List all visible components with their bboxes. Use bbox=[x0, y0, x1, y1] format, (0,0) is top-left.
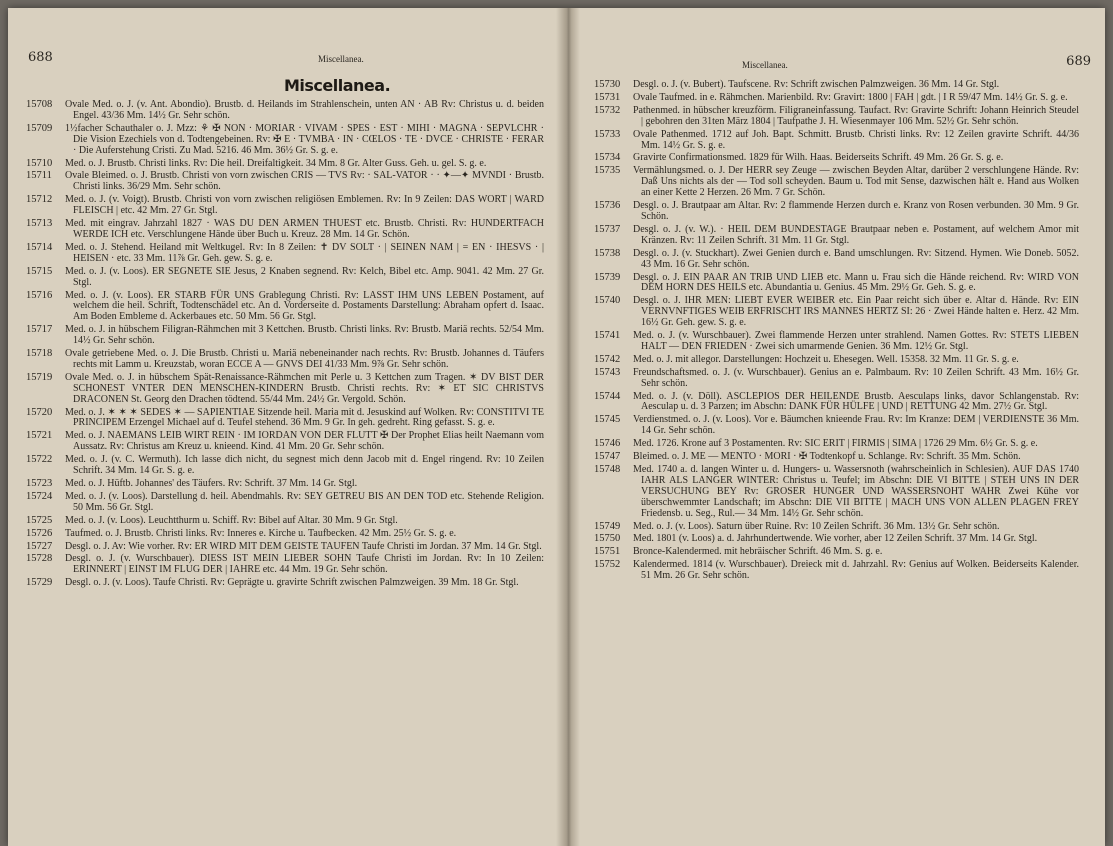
entry-description: Ovale getriebene Med. o. J. Die Brustb. Christi u. Mariä nebeneinander nach rechts. Rv: Brustb. Johannes d. Täufers rechts mit Lamm u. Kreuzstab, woran ECCE A — GNVS DEI 41/33 Mm. 9⅞ Gr. Sehr schön. bbox=[65, 348, 544, 370]
catalog-entry bbox=[26, 171, 544, 193]
entry-number: 15734 bbox=[594, 152, 621, 164]
catalog-entry bbox=[594, 225, 1079, 247]
entry-description: Pathenmed. in hübscher kreuzförm. Filigraneinfassung. Taufact. Rv: Gravirte Schrift: Johann Heinrich Steudel | gebohren den 31ten März 1804 | Taufpathe J. H. Wiesenmayer 106 Mm. 52½ Gr. Sehr schön. bbox=[633, 104, 1079, 127]
entry-description: Ovale Pathenmed. 1712 auf Joh. Bapt. Schmitt. Brustb. Christi links. Rv: 12 Zeilen gravirte Schrift. 44/36 Mm. 14½ Gr. S. g. e. bbox=[633, 128, 1079, 151]
catalog-entry bbox=[594, 392, 1079, 414]
entry-number: 15725 bbox=[26, 514, 53, 526]
entry-number: 15750 bbox=[594, 533, 621, 545]
entry-description: Ovale Taufmed. in e. Rähmchen. Marienbild. Rv: Gravirt: 1800 | FAH | gdt. | I R 59/47 Mm. 14½ Gr. S. g. e. bbox=[633, 91, 1068, 103]
catalog-entry bbox=[594, 249, 1079, 271]
catalog-entry bbox=[594, 415, 1079, 437]
catalog-entry bbox=[26, 325, 544, 347]
entry-number: 15735 bbox=[594, 165, 621, 177]
catalog-entry bbox=[594, 355, 1079, 366]
entry-description: 1½facher Schauthaler o. J. Mzz: ⚘ ✠ NON · MORIAR · VIVAM · SPES · EST · MIHI · MAGNA · SEPVLCHR · Die Vision Ezechiels von d. Todtengebeinen. Rv: ✠ E · TVMBA · IN · CŒLOS · TE · DVCE · CHRISTE · FERAR · Die Auferstehung Cristi. Zu Mad. 5216. 46 Mm. 36½ Gr. S. g. e. bbox=[65, 122, 544, 156]
entry-number: 15724 bbox=[26, 490, 53, 502]
catalog-entry bbox=[26, 219, 544, 241]
entry-number: 15736 bbox=[594, 200, 621, 212]
book-gutter bbox=[556, 8, 580, 846]
entry-description: Med. o. J. mit allegor. Darstellungen: Hochzeit u. Ehesegen. Well. 15358. 32 Mm. 11 Gr. S. g. e. bbox=[633, 353, 1019, 365]
entry-description: Ovale Bleimed. o. J. Brustb. Christi von vorn zwischen CRIS — TVS Rv: · SAL-VATOR · · ✦—✦ MVNDI · Brustb. Christi links. 36/29 Mm. Sehr schön. bbox=[65, 170, 544, 193]
entry-description: Med. o. J. (v. Loos). Leuchtthurm u. Schiff. Rv: Bibel auf Altar. 30 Mm. 9 Gr. Stgl. bbox=[65, 514, 398, 526]
entry-description: Desgl. o. J. (v. Bubert). Taufscene. Rv: Schrift zwischen Palmzweigen. 36 Mm. 14 Gr. Stgl. bbox=[633, 79, 1000, 90]
catalog-entry bbox=[594, 368, 1079, 390]
catalog-entry bbox=[26, 291, 544, 324]
catalog-entry bbox=[594, 273, 1079, 295]
entry-description: Ovale Med. o. J. (v. Ant. Abondio). Brustb. d. Heilands im Strahlenschein, unten AN · AB Rv: Christus u. d. beiden Engel. 43/36 Mm. 14½ Gr. Sehr schön. bbox=[65, 99, 544, 121]
entry-number: 15713 bbox=[26, 218, 53, 230]
entry-number: 15743 bbox=[594, 366, 621, 378]
catalog-entry bbox=[594, 331, 1079, 353]
entry-number: 15739 bbox=[594, 271, 621, 283]
entry-number: 15741 bbox=[594, 330, 621, 342]
section-title: Miscellanea. bbox=[284, 76, 391, 95]
entry-number: 15718 bbox=[26, 348, 53, 360]
entry-number: 15737 bbox=[594, 223, 621, 235]
entry-description: Desgl. o. J. (v. W.). · HEIL DEM BUNDESTAGE Brautpaar neben e. Postament, auf welchem Amor mit Kränzen. Rv: 11 Zeilen Schrift. 31 Mm. 11 Gr. Stgl. bbox=[633, 223, 1079, 246]
entry-number: 15732 bbox=[594, 104, 621, 116]
catalog-entry bbox=[26, 542, 544, 553]
entry-number: 15747 bbox=[594, 451, 621, 463]
catalog-entry bbox=[594, 534, 1079, 545]
entry-number: 15721 bbox=[26, 430, 53, 442]
entry-number: 15722 bbox=[26, 454, 53, 466]
entry-description: Med. o. J. Brustb. Christi links. Rv: Die heil. Dreifaltigkeit. 34 Mm. 8 Gr. Alter Guss. Geh. u. gel. S. g. e. bbox=[65, 157, 487, 169]
catalog-entry bbox=[26, 195, 544, 217]
book-spread bbox=[8, 8, 1105, 846]
entry-number: 15752 bbox=[594, 559, 621, 571]
entry-number: 15740 bbox=[594, 295, 621, 307]
entry-number: 15719 bbox=[26, 371, 53, 383]
running-head: Miscellanea. bbox=[318, 54, 364, 64]
entry-description: Med. o. J. (v. Loos). Darstellung d. heil. Abendmahls. Rv: SEY GETREU BIS AN DEN TOD etc. Stehende Religion. 50 Mm. 56 Gr. Stgl. bbox=[65, 490, 544, 513]
page-number: 689 bbox=[1066, 54, 1091, 69]
entry-number: 15716 bbox=[26, 289, 53, 301]
entry-description: Kalendermed. 1814 (v. Wurschbauer). Dreieck mit d. Jahrzahl. Rv: Genius auf Wolken. Beiderseits Kalender. 51 Mm. 26 Gr. Sehr schön. bbox=[633, 559, 1079, 582]
entry-description: Med. mit eingrav. Jahrzahl 1827 · WAS DU DEN ARMEN THUEST etc. Brustb. Christi. Rv: HUNDERTFACH WERDE ICH etc. Verschlungene Hände über Buch u. Kreuz. 28 Mm. 14 Gr. Schön. bbox=[65, 218, 544, 240]
catalog-entry bbox=[26, 529, 544, 540]
entry-list bbox=[26, 100, 544, 591]
entry-description: Med. 1801 (v. Loos) a. d. Jahrhundertwende. Wie vorher, aber 12 Zeilen Schrift. 37 Mm. 14 Gr. Stgl. bbox=[633, 533, 1038, 545]
entry-description: Freundschaftsmed. o. J. (v. Wurschbauer). Genius an e. Palmbaum. Rv: 10 Zeilen Schrift. 43 Mm. 16½ Gr. Sehr schön. bbox=[633, 366, 1079, 389]
entry-description: Desgl. o. J. (v. Loos). Taufe Christi. Rv: Geprägte u. gravirte Schrift zwischen Palmzweigen. 39 Mm. 18 Gr. Stgl. bbox=[65, 577, 519, 589]
catalog-entry bbox=[594, 80, 1079, 91]
catalog-entry bbox=[26, 431, 544, 453]
entry-description: Desgl. o. J. Av: Wie vorher. Rv: ER WIRD MIT DEM GEISTE TAUFEN Taufe Christi im Jordan. 37 Mm. 14 Gr. Stgl. bbox=[65, 540, 542, 552]
catalog-entry bbox=[594, 201, 1079, 223]
catalog-entry bbox=[594, 547, 1079, 558]
entry-number: 15729 bbox=[26, 577, 53, 589]
catalog-entry bbox=[594, 522, 1079, 533]
catalog-entry bbox=[26, 408, 544, 430]
right-page bbox=[580, 8, 1105, 846]
catalog-entry bbox=[26, 373, 544, 406]
catalog-entry bbox=[594, 166, 1079, 199]
entry-description: Med. o. J. (v. C. Wermuth). Ich lasse dich nicht, du segnest mich denn Jacob mit d. Engel ringend. Rv: 10 Zeilen Schrift. 34 Mm. 14 Gr. S. g. e. bbox=[65, 454, 544, 477]
entry-description: Desgl. o. J. (v. Wurschbauer). DIESS IST MEIN LIEBER SOHN Taufe Christi im Jordan. Rv: In 10 Zeilen: ERINNERT | EINST IM FLUG DER | IAHRE etc. 44 Mm. 19 Gr. Sehr schön. bbox=[65, 553, 544, 576]
entry-number: 15709 bbox=[26, 122, 53, 134]
entry-number: 15712 bbox=[26, 194, 53, 206]
entry-description: Med. o. J. (v. Voigt). Brustb. Christi von vorn zwischen religiösen Emblemen. Rv: In 9 Zeilen: DAS WORT | WARD FLEISCH | etc. 42 Mm. 27 Gr. Stgl. bbox=[65, 194, 544, 217]
running-head: Miscellanea. bbox=[742, 60, 788, 70]
entry-description: Desgl. o. J. IHR MEN: LIEBT EVER WEIBER etc. Ein Paar reicht sich über e. Altar d. Hände. Rv: EIN VERNVNFTIGES WEIB ERFRISCHT IRS MANNES HERTZ SI: 26 · Zwei Hände halten e. Herz. 42 Mm. 16½ Gr. Geh. gew. S. g. e. bbox=[633, 295, 1079, 329]
entry-description: Med. o. J. (v. Loos). ER STARB FÜR UNS Grablegung Christi. Rv: LASST IHM UNS LEBEN Postament, auf welchem die heil. Schrift, Todtenschädel etc. An d. Vorderseite d. Postaments Darstellung: Abraham opfert d. Isaac. Am Boden Embleme d. Ackerbaues etc. 50 Mm. 56 Gr. Stgl. bbox=[65, 289, 544, 323]
entry-list bbox=[594, 80, 1079, 584]
catalog-entry bbox=[594, 106, 1079, 128]
entry-description: Med. o. J. ✶ ✶ ✶ SEDES ✶ — SAPIENTIAE Sitzende heil. Maria mit d. Jesuskind auf Wolken. Rv: CONSTITVI TE PRINCIPEM Erzengel Michael auf d. Teufel stehend. 36 Mm. 9 Gr. In geh. gedreht. Ring gefasst. S. g. e. bbox=[65, 406, 544, 429]
entry-number: 15708 bbox=[26, 99, 53, 110]
entry-number: 15731 bbox=[594, 91, 621, 103]
entry-description: Verdienstmed. o. J. (v. Loos). Vor e. Bäumchen knieende Frau. Rv: Im Kranze: DEM | VERDIENSTE 36 Mm. 14 Gr. Sehr schön. bbox=[633, 414, 1079, 437]
entry-number: 15728 bbox=[26, 553, 53, 565]
entry-number: 15710 bbox=[26, 157, 53, 169]
catalog-entry bbox=[26, 124, 544, 157]
catalog-entry bbox=[26, 554, 544, 576]
entry-description: Gravirte Confirmationsmed. 1829 für Wilh. Haas. Beiderseits Schrift. 49 Mm. 26 Gr. S. g. e. bbox=[633, 152, 1004, 164]
entry-description: Med. o. J. (v. Wurschbauer). Zwei flammende Herzen unter strahlend. Namen Gottes. Rv: STETS LIEBEN HALT — DEN FRIEDEN · Zwei sich umarmende Genien. 36 Mm. 12½ Gr. Stgl. bbox=[633, 330, 1079, 352]
entry-number: 15723 bbox=[26, 478, 53, 489]
entry-description: Med. 1726. Krone auf 3 Postamenten. Rv: SIC ERIT | FIRMIS | SIMA | 1726 29 Mm. 6½ Gr. S. g. e. bbox=[633, 438, 1038, 450]
catalog-entry bbox=[594, 452, 1079, 463]
catalog-entry bbox=[26, 578, 544, 589]
entry-description: Bleimed. o. J. ME — MENTO · MORI · ✠ Todtenkopf u. Schlange. Rv: Schrift. 35 Mm. Schön. bbox=[633, 451, 1021, 463]
entry-number: 15748 bbox=[594, 464, 621, 475]
catalog-entry bbox=[594, 560, 1079, 582]
catalog-entry bbox=[594, 465, 1079, 520]
entry-description: Desgl. o. J. EIN PAAR AN TRIB UND LIEB etc. Mann u. Frau sich die Hände reichend. Rv: WIRD VON DEM HORN DES HEILS etc. Abundantia u. Genius. 45 Mm. 29½ Gr. Geh. S. g. e. bbox=[633, 271, 1079, 294]
entry-number: 15717 bbox=[26, 324, 53, 336]
catalog-entry bbox=[26, 100, 544, 122]
entry-number: 15744 bbox=[594, 390, 621, 402]
entry-number: 15714 bbox=[26, 241, 53, 253]
entry-number: 15720 bbox=[26, 406, 53, 418]
catalog-entry bbox=[26, 243, 544, 265]
entry-description: Med. 1740 a. d. langen Winter u. d. Hungers- u. Wassersnoth (wahrscheinlich in Schlesien). AUF DAS 1740 IAHR ALS LANGER WINTER: Christus u. Teufel; im Abschn: DIE VI BITTE | STEH UNS IN DER VERSUCHUNG BEY Rv: GROSER HUNGER UND WASSERSNOHT WAHR Zwei Kühe vor überschwemmter Landschaft; im Abschn: DIE VII BITTE | MACH UNS VON ALLEN PLAGEN FREY Friedensb. u. Seg., Rul.— 34 Mm. 14½ Gr. Sehr schön. bbox=[633, 464, 1079, 519]
entry-number: 15715 bbox=[26, 265, 53, 277]
entry-number: 15730 bbox=[594, 79, 621, 90]
entry-number: 15746 bbox=[594, 438, 621, 450]
catalog-entry bbox=[594, 153, 1079, 164]
entry-description: Med. o. J. Hüftb. Johannes' des Täufers. Rv: Schrift. 37 Mm. 14 Gr. Stgl. bbox=[65, 478, 358, 489]
catalog-entry bbox=[594, 439, 1079, 450]
entry-description: Med. o. J. Stehend. Heiland mit Weltkugel. Rv: In 8 Zeilen: ✝ DV SOLT · | SEINEN NAM | = EN · IHESVS · | HEISEN · etc. 33 Mm. 11⅞ Gr. Geh. gew. S. g. e. bbox=[65, 241, 544, 264]
entry-description: Med. o. J. in hübschem Filigran-Rähmchen mit 3 Kettchen. Brustb. Christi links. Rv: Brustb. Mariä rechts. 52/54 Mm. 14½ Gr. Sehr schön. bbox=[65, 324, 544, 347]
entry-number: 15745 bbox=[594, 414, 621, 426]
catalog-entry bbox=[594, 130, 1079, 152]
entry-number: 15749 bbox=[594, 520, 621, 532]
entry-number: 15727 bbox=[26, 540, 53, 552]
catalog-entry bbox=[26, 267, 544, 289]
catalog-entry bbox=[594, 296, 1079, 329]
entry-description: Med. o. J. (v. Loos). ER SEGNETE SIE Jesus, 2 Knaben segnend. Rv: Kelch, Bibel etc. Amp. 9041. 42 Mm. 27 Gr. Stgl. bbox=[65, 265, 544, 288]
entry-description: Desgl. o. J. Brautpaar am Altar. Rv: 2 flammende Herzen durch e. Kranz von Rosen verbunden. 30 Mm. 9 Gr. Schön. bbox=[633, 200, 1079, 222]
entry-description: Ovale Med. o. J. in hübschem Spät-Renaissance-Rähmchen mit Perle u. 3 Kettchen zum Tragen. ✶ DV BIST DER SCHONEST VNTER DEN MENSCHEN-KINDERN Brustb. Christi rechts. Rv: ✶ ET SIC CHRISTVS DRACONEN St. Georg den Drachen tödtend. 55/44 Mm. 24½ Gr. Vergold. Schön. bbox=[65, 371, 544, 405]
entry-description: Med. o. J. (v. Loos). Saturn über Ruine. Rv: 10 Zeilen Schrift. 36 Mm. 13½ Gr. Sehr schön. bbox=[633, 520, 1000, 532]
entry-number: 15711 bbox=[26, 170, 52, 182]
catalog-entry bbox=[594, 93, 1079, 104]
catalog-entry bbox=[26, 349, 544, 371]
catalog-entry bbox=[26, 516, 544, 527]
catalog-entry bbox=[26, 479, 544, 490]
entry-description: Med. o. J. (v. Döll). ASCLEPIOS DER HEILENDE Brustb. Aesculaps links, davor Schlangenstab. Rv: Aesculap u. d. 3 Parzen; im Abschn: DANK FÜR HÜLFE | UND | RETTUNG 42 Mm. 27½ Gr. Stgl. bbox=[633, 390, 1079, 413]
page-number: 688 bbox=[28, 50, 53, 65]
entry-number: 15742 bbox=[594, 353, 621, 365]
entry-number: 15738 bbox=[594, 247, 621, 259]
left-page bbox=[8, 8, 556, 846]
entry-description: Desgl. o. J. (v. Stuckhart). Zwei Genien durch e. Band umschlungen. Rv: Sitzend. Hymen. Wie Doneb. 5052. 43 Mm. 16 Gr. Sehr schön. bbox=[633, 247, 1079, 270]
entry-number: 15733 bbox=[594, 128, 621, 140]
catalog-entry bbox=[26, 492, 544, 514]
catalog-entry bbox=[26, 159, 544, 170]
entry-description: Med. o. J. NAEMANS LEIB WIRT REIN · IM IORDAN VON DER FLUTT ✠ Der Prophet Elias heilt Naemann vom Aussatz. Rv: Christus am Kreuz u. knieend. Kind. 41 Mm. 20 Gr. Sehr schön. bbox=[65, 430, 544, 453]
entry-description: Bronce-Kalendermed. mit hebräischer Schrift. 46 Mm. S. g. e. bbox=[633, 546, 883, 558]
entry-description: Taufmed. o. J. Brustb. Christi links. Rv: Inneres e. Kirche u. Taufbecken. 42 Mm. 25½ Gr. S. g. e. bbox=[65, 527, 457, 539]
entry-number: 15726 bbox=[26, 527, 53, 539]
entry-description: Vermählungsmed. o. J. Der HERR sey Zeuge — zwischen Beyden Altar, darüber 2 verschlungene Hände. Rv: Daß Uns nichts als der — Tod soll scheyden. Baum u. Tod mit Sense, dazwischen hält e. Hand aus Wolken an einer Kette 2 Herzen. 26 Mm. 7 Gr. Schön. bbox=[633, 165, 1079, 199]
catalog-entry bbox=[26, 455, 544, 477]
entry-number: 15751 bbox=[594, 546, 621, 558]
